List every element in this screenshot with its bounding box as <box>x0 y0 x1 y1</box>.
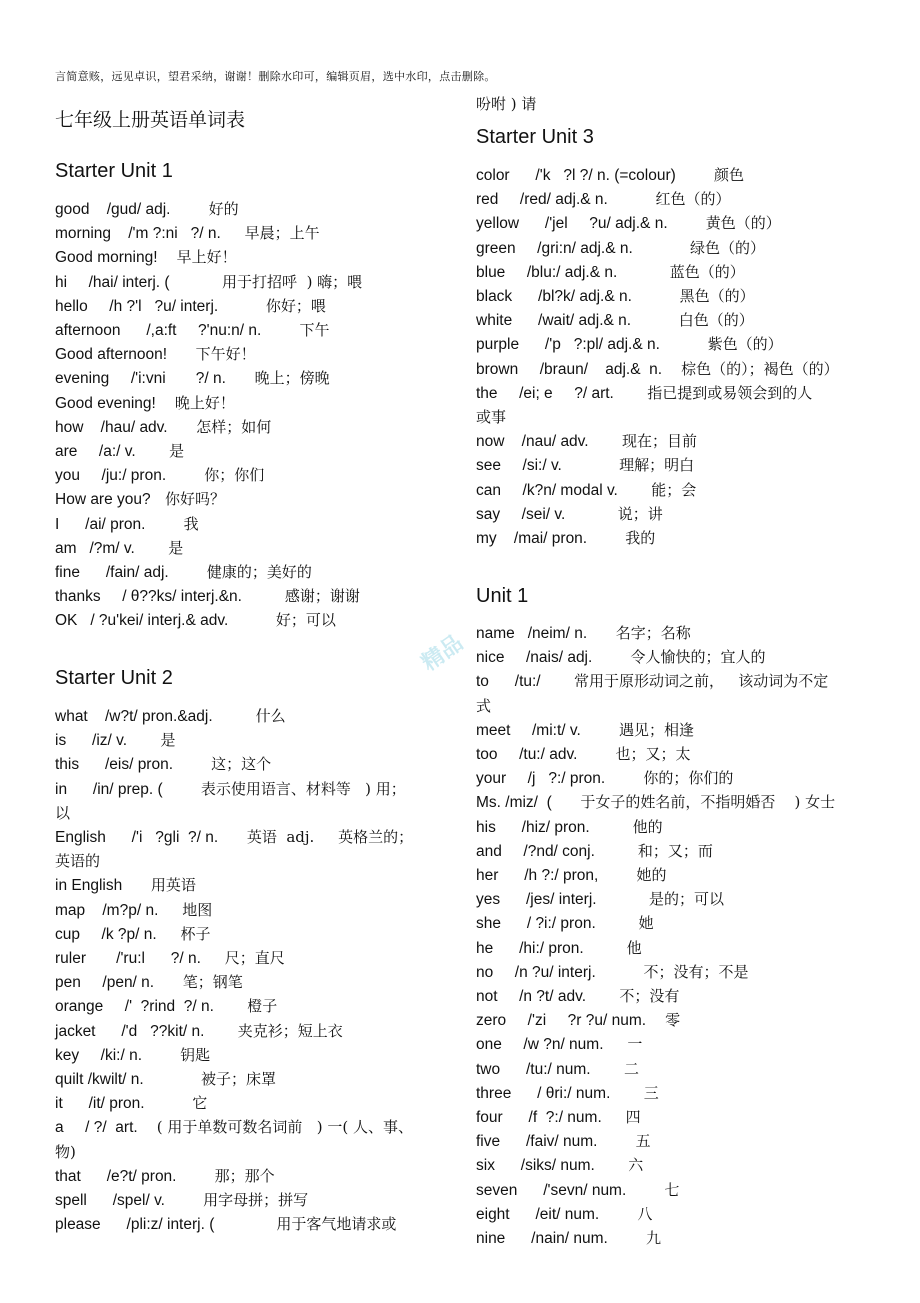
vocab-entry <box>476 164 744 185</box>
vocab-meaning: 杯子 <box>156 924 211 943</box>
vocab-entry <box>55 1141 76 1162</box>
vocab-meaning: 表示使用语言、材料等 ) 用； <box>162 779 406 798</box>
vocab-entry <box>55 1189 308 1210</box>
vocab-word: no /n ?u/ interj. <box>476 963 596 981</box>
vocab-meaning: 英语 adj. 英格兰的； <box>218 828 414 846</box>
header-notice: 言简意赅，远见卓识，望君采纳，谢谢！删除水印可，编辑页眉，选中水印，点击删除。 <box>55 70 496 83</box>
vocab-meaning: 或事 <box>476 408 507 426</box>
vocab-entry <box>476 1203 652 1224</box>
vocab-word: can /k?n/ modal v. <box>476 481 618 499</box>
vocab-entry <box>55 1044 210 1065</box>
vocab-entry <box>476 888 724 909</box>
vocab-word: his /hiz/ pron. <box>476 818 590 836</box>
vocab-entry <box>476 816 663 837</box>
vocab-meaning: 夹克衫；短上衣 <box>204 1021 343 1040</box>
vocab-word: in /in/ prep. ( <box>55 780 163 798</box>
vocab-meaning: ( 用于单数可数名词前 ) 一( 人、事、 <box>137 1118 413 1137</box>
vocab-entry <box>476 912 654 933</box>
vocab-entry <box>476 382 812 403</box>
vocab-word: in English <box>55 877 123 895</box>
vocab-entry <box>55 778 406 799</box>
vocab-entry <box>476 646 765 667</box>
vocab-meaning: 她的 <box>598 866 667 884</box>
vocab-entry <box>476 454 694 475</box>
vocab-entry <box>476 767 733 788</box>
vocab-meaning: 它 <box>144 1094 208 1113</box>
vocab-word: black /bl?k/ adj.& n. <box>476 288 632 305</box>
vocab-entry <box>55 705 286 726</box>
vocab-meaning: 紫色（的） <box>659 335 783 354</box>
vocab-meaning: 令人愉快的；宜人的 <box>592 648 766 667</box>
vocab-entry <box>55 513 199 534</box>
vocab-word: morning /'m ?:ni ?/ n. <box>55 225 221 243</box>
vocab-word: this /eis/ pron. <box>55 756 174 774</box>
vocab-entry <box>476 1130 651 1151</box>
vocab-meaning: 也；又；太 <box>577 745 691 763</box>
vocab-meaning: 下午 <box>261 321 330 339</box>
vocab-entry <box>55 802 70 823</box>
vocab-word: hi /hai/ interj. ( <box>55 273 170 291</box>
vocab-word: eight /eit/ num. <box>476 1205 600 1223</box>
vocab-meaning: 他 <box>583 938 642 957</box>
vocab-meaning: 被子；床罩 <box>143 1070 276 1088</box>
vocab-word: pen /pen/ n. <box>55 974 155 992</box>
vocab-word: her /h ?:/ pron, <box>476 867 599 884</box>
vocab-entry <box>55 367 330 388</box>
vocab-meaning: 你；你们 <box>166 466 265 485</box>
vocab-meaning: 晚上好！ <box>155 393 235 412</box>
vocab-entry <box>476 212 781 233</box>
vocab-word: evening /'i:vni ?/ n. <box>55 370 226 388</box>
vocab-meaning: 早上好！ <box>157 248 237 267</box>
continued-text: 吩咐 ) 请 <box>476 95 537 113</box>
vocab-entry <box>476 358 839 379</box>
vocab-word: not /n ?t/ adv. <box>476 988 586 1005</box>
vocab-meaning: 是 <box>134 538 184 557</box>
vocab-entry <box>55 295 326 316</box>
vocab-meaning: 好；可以 <box>228 611 336 630</box>
vocab-word: cup /k ?p/ n. <box>55 925 157 943</box>
vocab-meaning: 遇见；相逢 <box>580 720 694 739</box>
vocab-word: he /hi:/ pron. <box>476 939 584 957</box>
vocab-word: please /pli:z/ interj. ( <box>55 1216 215 1234</box>
vocab-entry <box>476 743 691 764</box>
vocab-word: hello /h ?'l ?u/ interj. <box>55 297 219 315</box>
vocab-word: Ms. /miz/ ( <box>476 794 552 812</box>
vocab-entry <box>55 271 362 292</box>
vocab-meaning: 橙子 <box>213 997 278 1016</box>
vocab-word: six /siks/ num. <box>476 1157 595 1175</box>
vocab-entry <box>476 791 835 812</box>
vocab-word: thanks / θ??ks/ interj.&n. <box>55 588 242 606</box>
vocab-word: that /e?t/ pron. <box>55 1167 177 1185</box>
vocab-meaning: 棕色（的）；褐色（的） <box>662 359 839 378</box>
vocab-meaning: 颜色 <box>675 166 744 184</box>
vocab-word: spell /spel/ v. <box>55 1192 165 1209</box>
vocab-word: name /neim/ n. <box>476 625 588 642</box>
vocab-meaning: 物) <box>55 1142 76 1161</box>
vocab-meaning: 说；讲 <box>565 504 663 523</box>
vocab-entry <box>55 1165 275 1186</box>
vocab-entry <box>55 850 100 871</box>
vocab-entry <box>476 503 663 524</box>
vocab-word: too /tu:/ adv. <box>476 746 578 763</box>
vocab-entry <box>55 1068 276 1089</box>
vocab-meaning: 笔；钢笔 <box>154 973 243 992</box>
vocab-entry <box>476 261 745 282</box>
vocab-meaning: 六 <box>594 1156 644 1175</box>
vocab-meaning: 你的；你们的 <box>605 769 734 788</box>
vocab-word: ruler /'ru:l ?/ n. <box>55 950 201 967</box>
vocab-entry <box>55 971 243 992</box>
vocab-entry <box>476 670 828 691</box>
vocab-word: purple /'p ?:pl/ adj.& n. <box>476 336 660 354</box>
vocab-entry <box>55 319 329 340</box>
vocab-meaning: 蓝色（的） <box>617 262 745 281</box>
vocab-word: a / ?/ art. <box>55 1119 138 1137</box>
vocab-meaning: 绿色（的） <box>632 238 766 257</box>
vocab-meaning: 钥匙 <box>142 1045 211 1064</box>
vocab-word: yes /jes/ interj. <box>476 891 597 909</box>
vocab-entry <box>55 1213 396 1234</box>
vocab-meaning: 他的 <box>589 817 663 836</box>
vocab-entry <box>55 585 360 606</box>
vocab-entry <box>476 695 491 716</box>
vocab-entry <box>55 198 239 219</box>
vocab-word: seven /'sevn/ num. <box>476 1181 627 1199</box>
vocab-entry <box>55 874 196 895</box>
vocab-meaning: 以 <box>55 803 71 822</box>
vocab-meaning: 七 <box>626 1180 680 1199</box>
vocab-entry <box>55 826 413 847</box>
vocab-entry <box>476 285 755 306</box>
vocab-entry <box>55 440 184 461</box>
vocab-entry <box>476 985 679 1006</box>
vocab-word: what /w?t/ pron.&adj. <box>55 708 213 725</box>
vocab-meaning: 三 <box>610 1083 659 1102</box>
vocab-meaning: 地图 <box>158 900 213 919</box>
vocab-entry <box>476 1009 680 1030</box>
vocab-meaning: 怎样；如何 <box>167 417 272 436</box>
vocab-meaning: 四 <box>601 1108 641 1126</box>
vocab-meaning: 英语的 <box>55 852 101 871</box>
vocab-word: afternoon /,a:ft ?'nu:n/ n. <box>55 322 262 339</box>
vocab-meaning: 现在；目前 <box>588 432 697 451</box>
vocab-word: zero /'zi ?r ?u/ num. <box>476 1012 647 1030</box>
vocab-word: is /iz/ v. <box>55 732 128 750</box>
vocab-word: quilt /kwilt/ n. <box>55 1071 144 1088</box>
vocab-entry <box>476 1227 661 1248</box>
vocab-entry <box>476 1154 643 1175</box>
vocab-word: and /?nd/ conj. <box>476 842 595 860</box>
vocab-word: nine /nain/ num. <box>476 1230 608 1247</box>
vocab-word: to /tu:/ <box>476 673 541 691</box>
vocab-word: the /ei; e ?/ art. <box>476 384 614 402</box>
vocab-word: she / ?i:/ pron. <box>476 915 596 933</box>
vocab-entry <box>476 937 642 958</box>
vocab-entry <box>476 333 783 354</box>
vocab-entry <box>55 392 235 413</box>
vocab-word: good /gud/ adj. <box>55 201 171 218</box>
vocab-meaning: 这；这个 <box>173 755 272 774</box>
vocab-entry <box>55 753 271 774</box>
vocab-word: three / θri:/ num. <box>476 1084 611 1102</box>
vocab-entry <box>476 1179 679 1200</box>
vocab-entry <box>55 899 212 920</box>
vocab-entry <box>55 416 271 437</box>
vocab-meaning: 她 <box>595 914 654 933</box>
vocab-entry <box>476 430 697 451</box>
vocab-meaning: 黑色（的） <box>631 287 755 305</box>
vocab-meaning: 指已提到或易领会到的人 <box>613 383 813 402</box>
vocab-entry <box>55 222 320 243</box>
vocab-meaning: 和；又；而 <box>594 841 713 860</box>
vocab-entry <box>476 1058 639 1079</box>
vocab-entry <box>55 488 225 509</box>
vocab-entry <box>55 1020 343 1041</box>
vocab-entry <box>476 1082 659 1103</box>
vocab-meaning: 用字母拼；拼写 <box>164 1191 309 1209</box>
vocab-meaning: 于女子的姓名前，不指明婚否 ) 女士 <box>551 793 836 812</box>
vocab-word: nice /nais/ adj. <box>476 649 593 667</box>
vocab-entry <box>55 947 285 968</box>
vocab-meaning: 用于打招呼 ) 嗨；喂 <box>169 272 363 291</box>
vocab-word: green /gri:n/ adj.& n. <box>476 239 633 257</box>
vocab-word: orange /' ?rind ?/ n. <box>55 998 214 1016</box>
vocab-entry <box>476 406 506 427</box>
vocab-meaning: 五 <box>597 1132 651 1151</box>
vocab-meaning: 二 <box>590 1059 639 1078</box>
vocab-word: meet /mi:t/ v. <box>476 721 581 739</box>
vocab-entry <box>55 561 312 582</box>
vocab-word: four /f ?:/ num. <box>476 1109 602 1126</box>
section-heading: Starter Unit 1 <box>55 160 173 182</box>
vocab-entry <box>476 1033 642 1054</box>
watermark-logo: 精品 <box>417 630 468 677</box>
vocab-word: now /nau/ adv. <box>476 433 589 451</box>
vocab-entry <box>476 961 748 982</box>
vocab-entry <box>476 479 696 500</box>
vocab-meaning: 是 <box>127 731 176 750</box>
vocab-entry <box>55 246 237 267</box>
vocab-word: blue /blu:/ adj.& n. <box>476 263 618 281</box>
vocab-word: color /'k ?l ?/ n. (=colour) <box>476 167 676 184</box>
vocab-meaning: 不；没有 <box>586 987 680 1005</box>
vocab-meaning: 红色（的） <box>607 190 731 209</box>
vocab-word: five /faiv/ num. <box>476 1133 598 1151</box>
section-heading: Starter Unit 2 <box>55 667 173 689</box>
vocab-entry <box>476 840 713 861</box>
vocab-entry <box>55 343 256 364</box>
vocab-meaning: 什么 <box>212 707 286 725</box>
vocab-word: one /w ?n/ num. <box>476 1036 604 1054</box>
vocab-meaning: 能；会 <box>617 480 697 499</box>
vocab-meaning: 零 <box>646 1011 681 1030</box>
vocab-word: English /'i ?gli ?/ n. <box>55 829 219 846</box>
vocab-word: key /ki:/ n. <box>55 1046 142 1064</box>
vocab-entry <box>55 537 183 558</box>
vocab-word: How are you? <box>55 491 151 509</box>
vocab-meaning: 式 <box>476 696 492 715</box>
vocab-word: jacket /'d ??kit/ n. <box>55 1022 205 1040</box>
vocab-entry <box>55 729 175 750</box>
vocab-word: are /a:/ v. <box>55 443 136 460</box>
vocab-word: OK / ?u'kei/ interj.& adv. <box>55 612 229 630</box>
vocab-entry <box>55 923 211 944</box>
vocab-word: it /it/ pron. <box>55 1095 145 1113</box>
vocab-entry <box>55 995 277 1016</box>
vocab-entry <box>55 464 264 485</box>
vocab-word: red /red/ adj.& n. <box>476 191 608 209</box>
vocab-entry <box>476 622 691 643</box>
vocab-meaning: 用于客气地请求或 <box>214 1215 397 1234</box>
document-title: 七年级上册英语单词表 <box>55 109 246 131</box>
vocab-meaning: 尺；直尺 <box>200 949 285 967</box>
vocab-word: map /m?p/ n. <box>55 901 159 919</box>
section-heading: Unit 1 <box>476 585 529 607</box>
vocab-entry <box>476 188 731 209</box>
vocab-word: how /hau/ adv. <box>55 418 168 436</box>
vocab-meaning: 一 <box>603 1035 643 1054</box>
vocab-word: my /mai/ pron. <box>476 530 588 547</box>
vocab-word: see /si:/ v. <box>476 457 562 475</box>
vocab-entry <box>55 1092 207 1113</box>
vocab-meaning: 名字；名称 <box>587 624 691 642</box>
vocab-meaning: 理解；明白 <box>561 456 695 475</box>
vocab-meaning: 我 <box>145 514 199 533</box>
vocab-meaning: 是的；可以 <box>596 890 725 909</box>
vocab-word: Good afternoon! <box>55 346 168 364</box>
vocab-meaning: 你好吗？ <box>150 490 225 509</box>
vocab-meaning: 健康的；美好的 <box>168 563 312 581</box>
vocab-meaning: 我的 <box>587 529 656 547</box>
vocab-meaning: 常用于原形动词之前， 该动词为不定 <box>540 672 829 691</box>
vocab-meaning: 早晨；上午 <box>220 224 320 243</box>
vocab-meaning: 你好；喂 <box>218 296 326 315</box>
vocab-meaning: 九 <box>607 1229 661 1247</box>
vocab-meaning: 不；没有；不是 <box>595 962 749 981</box>
vocab-meaning: 感谢；谢谢 <box>241 587 360 606</box>
vocab-word: fine /fain/ adj. <box>55 564 169 581</box>
section-heading: Starter Unit 3 <box>476 126 594 148</box>
vocab-entry <box>476 527 655 548</box>
vocab-word: I /ai/ pron. <box>55 515 146 533</box>
vocab-word: two /tu:/ num. <box>476 1060 591 1078</box>
vocab-word: am /?m/ v. <box>55 539 135 557</box>
vocab-word: Good evening! <box>55 394 156 412</box>
vocab-entry <box>476 309 754 330</box>
vocab-meaning: 用英语 <box>122 876 196 895</box>
vocab-meaning: 是 <box>135 442 185 460</box>
vocab-meaning: 白色（的） <box>631 311 754 330</box>
vocab-meaning: 下午好！ <box>167 345 256 364</box>
vocab-entry <box>55 609 336 630</box>
vocab-word: yellow /'jel ?u/ adj.& n. <box>476 215 668 233</box>
vocab-meaning: 八 <box>599 1204 653 1223</box>
vocab-word: Good morning! <box>55 249 158 267</box>
vocab-meaning: 那；那个 <box>176 1166 275 1185</box>
vocab-word: white /wait/ adj.& n. <box>476 312 632 330</box>
vocab-entry <box>476 864 667 885</box>
vocab-word: your /j ?:/ pron. <box>476 770 606 788</box>
vocab-meaning: 黄色（的） <box>667 214 781 233</box>
vocab-entry <box>476 719 694 740</box>
vocab-word: brown /braun/ adj.& n. <box>476 360 663 378</box>
vocab-word: say /sei/ v. <box>476 505 566 523</box>
vocab-meaning: 好的 <box>170 200 239 218</box>
vocab-entry <box>476 237 765 258</box>
vocab-entry <box>476 1106 641 1127</box>
vocab-meaning: 晚上；傍晚 <box>225 369 330 388</box>
vocab-word: you /ju:/ pron. <box>55 467 167 485</box>
vocab-entry <box>55 1116 413 1137</box>
